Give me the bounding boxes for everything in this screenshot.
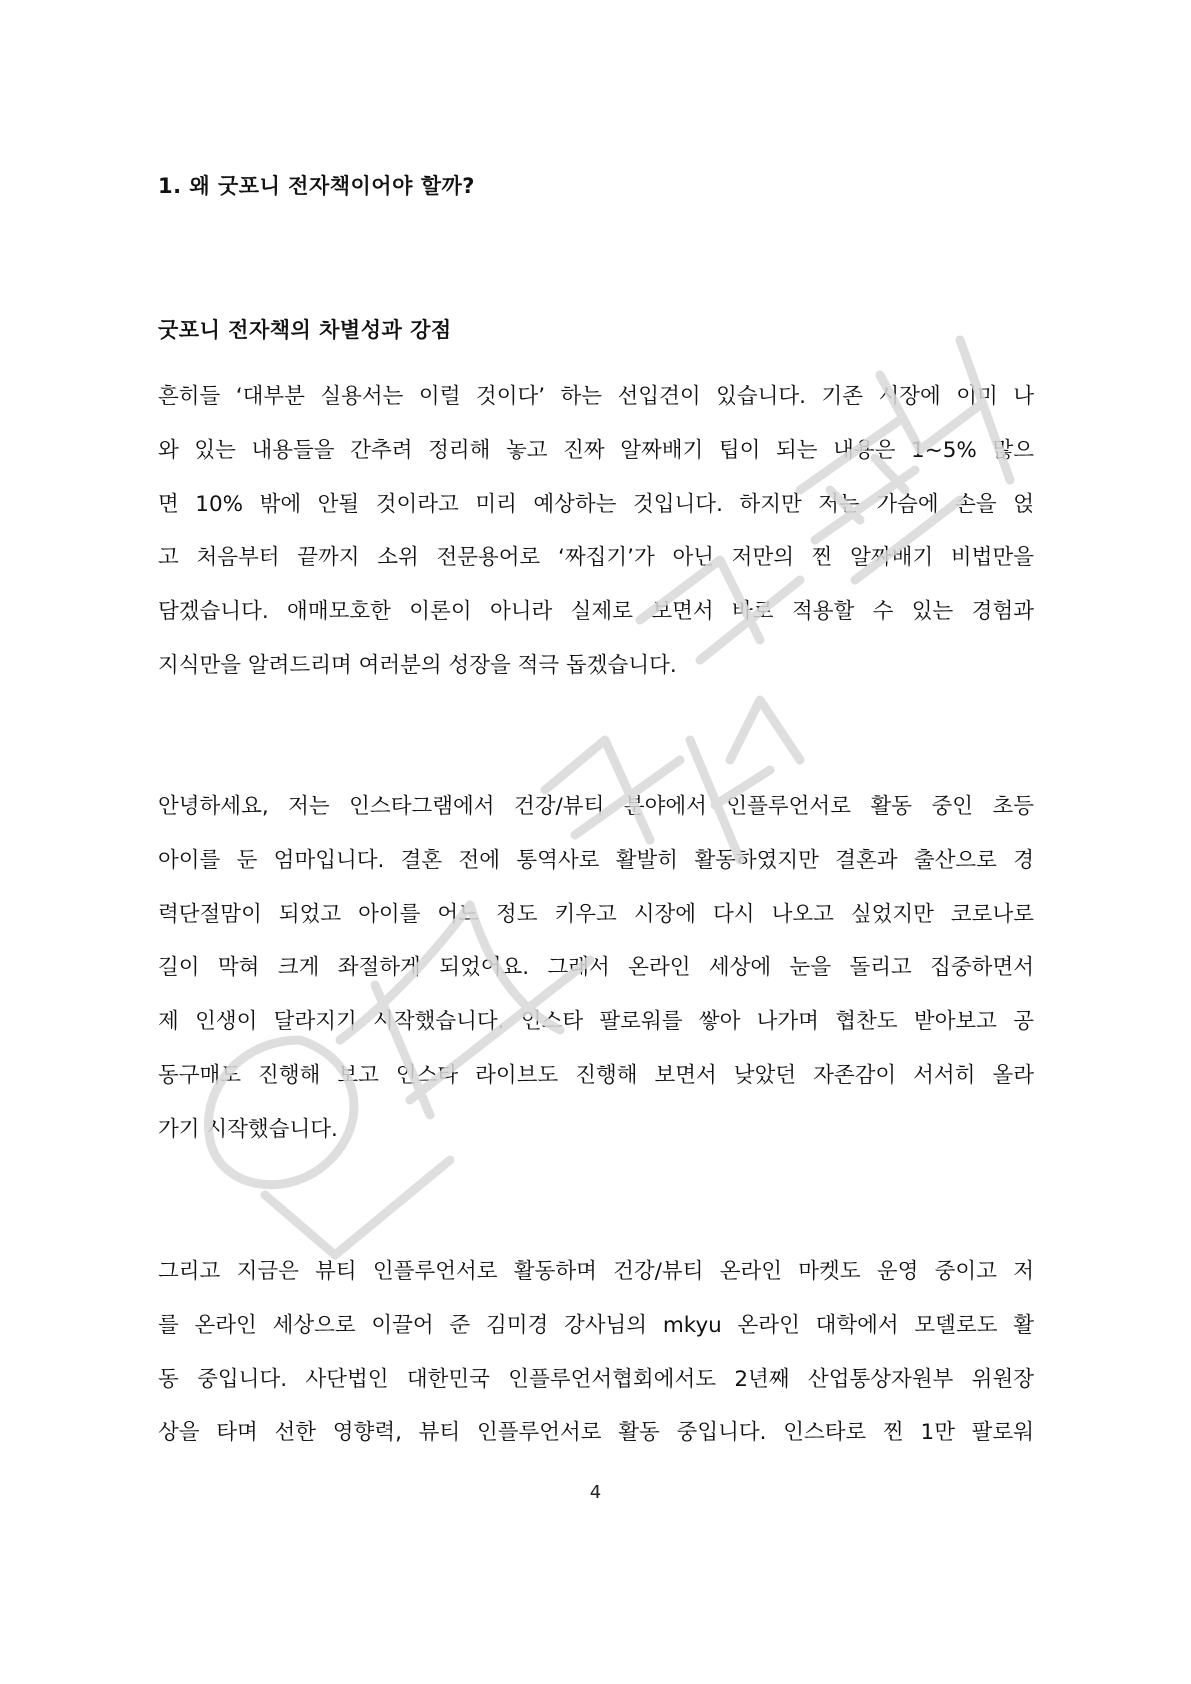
paragraph-line: 동구매도 진행해 보고 인스타 라이브도 진행해 보면서 낮았던 자존감이 서서히 올라 — [158, 1062, 1034, 1088]
paragraph-line: 동 중입니다. 사단법인 대한민국 인플루언서협회에서도 2년째 산업통상자원부 위원장 — [158, 1366, 1034, 1392]
page-number: 4 — [589, 1482, 602, 1503]
paragraph-line: 지식만을 알려드리며 여러분의 성장을 적극 돕겠습니다. — [158, 652, 677, 678]
section-heading: 굿포니 전자책의 차별성과 강점 — [158, 318, 452, 342]
paragraph-line: 상을 타며 선한 영향력, 뷰티 인플루언서로 활동 중입니다. 인스타로 찐 1만 팔로워 — [158, 1420, 1034, 1446]
paragraph-line: 가기 시작했습니다. — [158, 1116, 338, 1142]
paragraph-line: 면 10% 밖에 안될 것이라고 미리 예상하는 것입니다. 하지만 저는 가슴에 손을 얹 — [158, 491, 1034, 517]
paragraph-line: 흔히들 ‘대부분 실용서는 이럴 것이다’ 하는 선입견이 있습니다. 기존 시장에 이미 나 — [158, 384, 1034, 409]
paragraph-line: 와 있는 내용들을 간추려 정리해 놓고 진짜 알짜배기 팁이 되는 내용은 1~5% 많으 — [158, 437, 1034, 463]
paragraph-line: 아이를 둔 엄마입니다. 결혼 전에 통역사로 활발히 활동하였지만 결혼과 출산으로 경 — [158, 847, 1034, 873]
paragraph-line: 담겠습니다. 애매모호한 이론이 아니라 실제로 보면서 바로 적용할 수 있는 경험과 — [158, 599, 1034, 625]
paragraph-intro — [158, 370, 1034, 693]
paragraph-line: 를 온라인 세상으로 이끌어 준 김미경 강사님의 mkyu 온라인 대학에서 모델로도 활 — [158, 1312, 1034, 1338]
paragraph-current-activity — [158, 1245, 1034, 1460]
paragraph-line: 고 처음부터 끝까지 소위 전문용어로 ‘짜집기’가 아닌 저만의 찐 알짜배기 비법만을 — [158, 545, 1034, 571]
paragraph-line: 그리고 지금은 뷰티 인플루언서로 활동하며 건강/뷰티 온라인 마켓도 운영 중이고 저 — [158, 1259, 1034, 1284]
paragraph-line: 력단절맘이 되었고 아이를 어느 정도 키우고 시장에 다시 나오고 싶었지만 코로나로 — [158, 901, 1034, 927]
paragraph-line: 길이 막혀 크게 좌절하게 되었어요. 그래서 온라인 세상에 눈을 돌리고 집중하면서 — [158, 955, 1034, 981]
paragraph-line: 안녕하세요, 저는 인스타그램에서 건강/뷰티 분야에서 인플루언서로 활동 중인 초등 — [158, 794, 1034, 819]
chapter-heading: 1. 왜 굿포니 전자책이어야 할까? — [158, 174, 475, 198]
paragraph-line: 제 인생이 달라지기 시작했습니다. 인스타 팔로워를 쌓아 나가며 협찬도 받아보고 공 — [158, 1009, 1034, 1035]
paragraph-greeting — [158, 780, 1034, 1157]
